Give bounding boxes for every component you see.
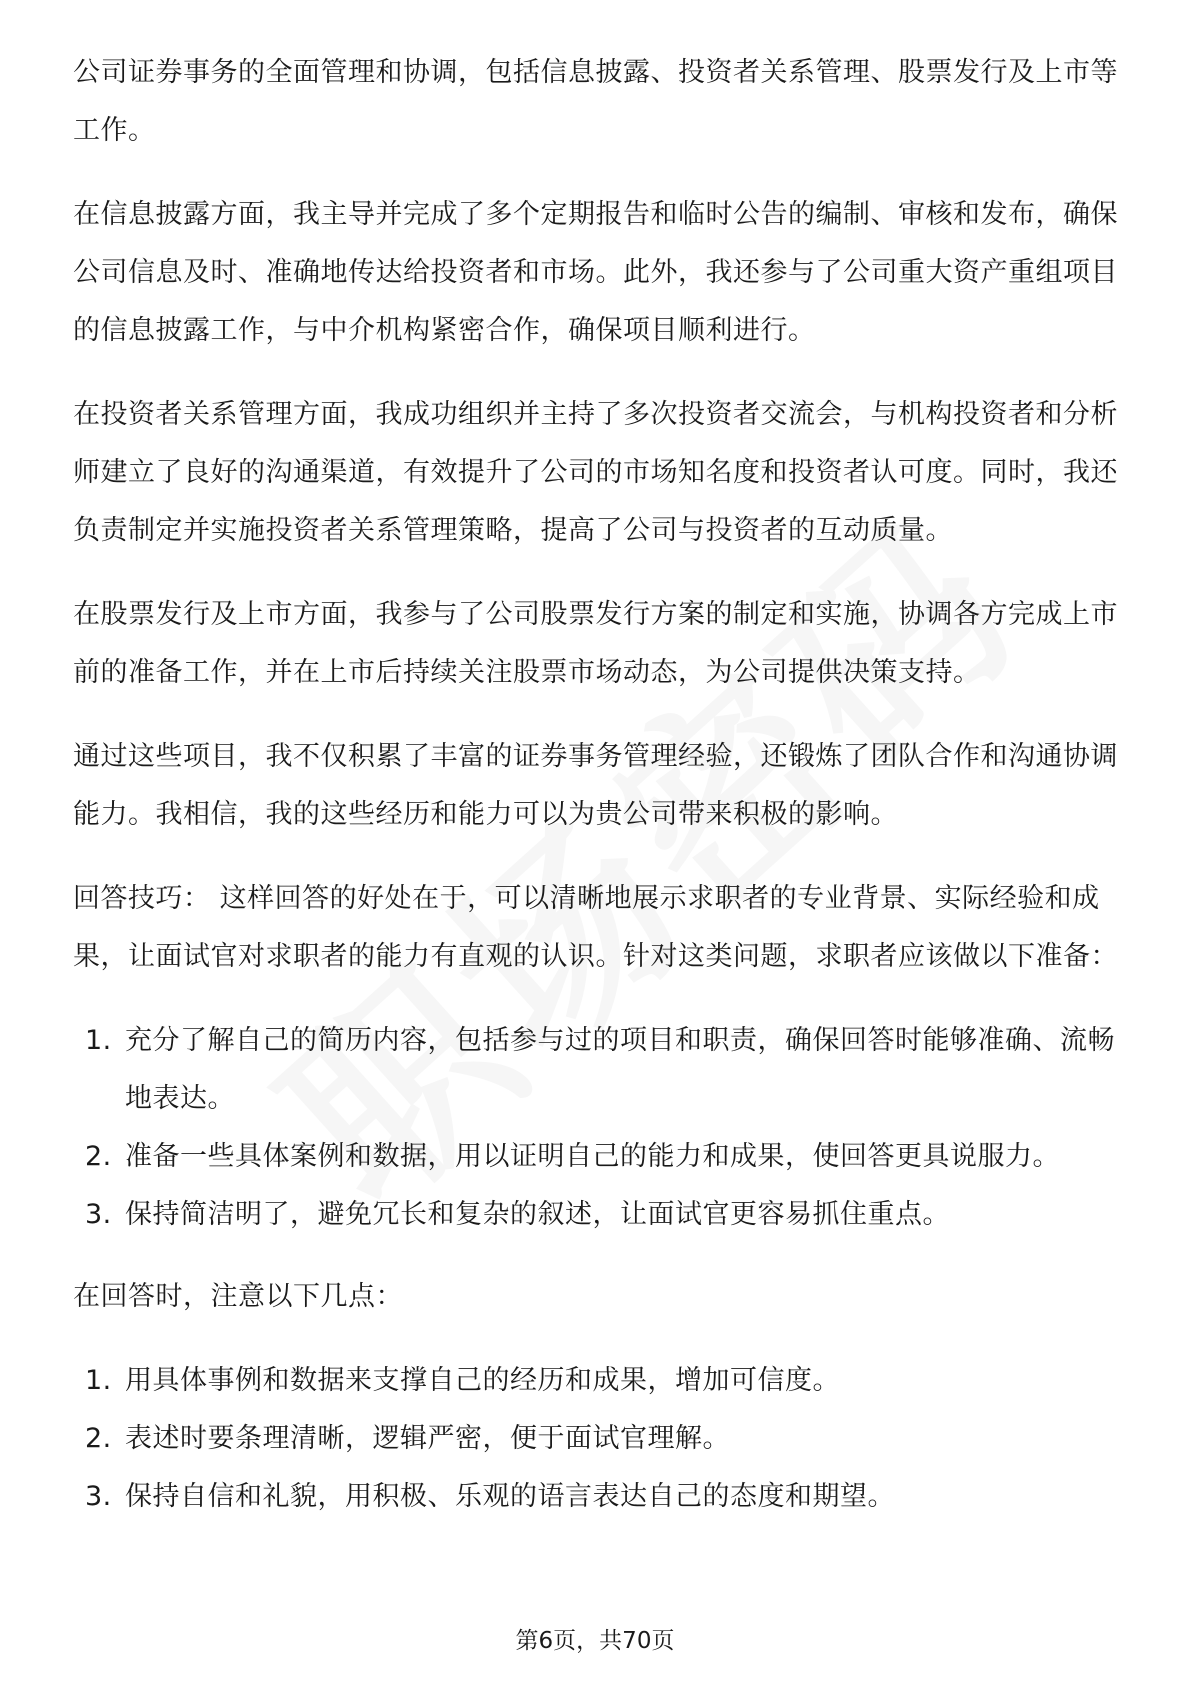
paragraph-answer-tips: 回答技巧： 这样回答的好处在于，可以清晰地展示求职者的专业背景、实际经验和成果，让面试官对求职者的能力有直观的认识。针对这类问题，求职者应该做以下准备： xyxy=(73,883,1118,972)
list-number: 2. xyxy=(85,1141,112,1172)
list-number: 3. xyxy=(85,1481,112,1512)
paragraph-disclosure: 在信息披露方面，我主导并完成了多个定期报告和临时公告的编制、审核和发布，确保公司信息及时、准确地传达给投资者和市场。此外，我还参与了公司重大资产重组项目的信息披露工作，与中介机构紧密合作，确保项目顺利进行。 xyxy=(73,199,1118,346)
list-number: 2. xyxy=(85,1423,112,1454)
list-item-text: 保持自信和礼貌，用积极、乐观的语言表达自己的态度和期望。 xyxy=(125,1481,895,1512)
paragraph-stock-issuance: 在股票发行及上市方面，我参与了公司股票发行方案的制定和实施，协调各方完成上市前的准备工作，并在上市后持续关注股票市场动态，为公司提供决策支持。 xyxy=(73,599,1118,688)
list-item-text: 保持简洁明了，避免冗长和复杂的叙述，让面试官更容易抓住重点。 xyxy=(125,1199,950,1230)
preparation-list xyxy=(73,1012,1123,1244)
page-number: 第6页，共70页 xyxy=(515,1628,675,1654)
page-content xyxy=(73,44,1123,1550)
list-item-text: 准备一些具体案例和数据，用以证明自己的能力和成果，使回答更具说服力。 xyxy=(125,1141,1060,1172)
paragraph-intro: 公司证券事务的全面管理和协调，包括信息披露、投资者关系管理、股票发行及上市等工作。 xyxy=(73,57,1118,146)
paragraph-investor-relations: 在投资者关系管理方面，我成功组织并主持了多次投资者交流会，与机构投资者和分析师建立了良好的沟通渠道，有效提升了公司的市场知名度和投资者认可度。同时，我还负责制定并实施投资者关系管理策略，提高了公司与投资者的互动质量。 xyxy=(73,399,1118,546)
paragraph-notes-intro: 在回答时，注意以下几点： xyxy=(73,1281,403,1312)
list-item xyxy=(73,1352,1123,1410)
list-item xyxy=(73,1468,1123,1526)
list-item xyxy=(73,1012,1123,1128)
list-item-text: 用具体事例和数据来支撑自己的经历和成果，增加可信度。 xyxy=(125,1365,840,1396)
list-item xyxy=(73,1410,1123,1468)
list-item-text: 表述时要条理清晰，逻辑严密，便于面试官理解。 xyxy=(125,1423,730,1454)
paragraph-summary: 通过这些项目，我不仅积累了丰富的证券事务管理经验，还锻炼了团队合作和沟通协调能力。我相信，我的这些经历和能力可以为贵公司带来积极的影响。 xyxy=(73,741,1118,830)
list-number: 1. xyxy=(85,1365,112,1396)
list-number: 1. xyxy=(85,1025,112,1056)
notes-list xyxy=(73,1352,1123,1526)
list-number: 3. xyxy=(85,1199,112,1230)
list-item xyxy=(73,1186,1123,1244)
list-item xyxy=(73,1128,1123,1186)
list-item-text: 充分了解自己的简历内容，包括参与过的项目和职责，确保回答时能够准确、流畅地表达。 xyxy=(125,1025,1115,1114)
